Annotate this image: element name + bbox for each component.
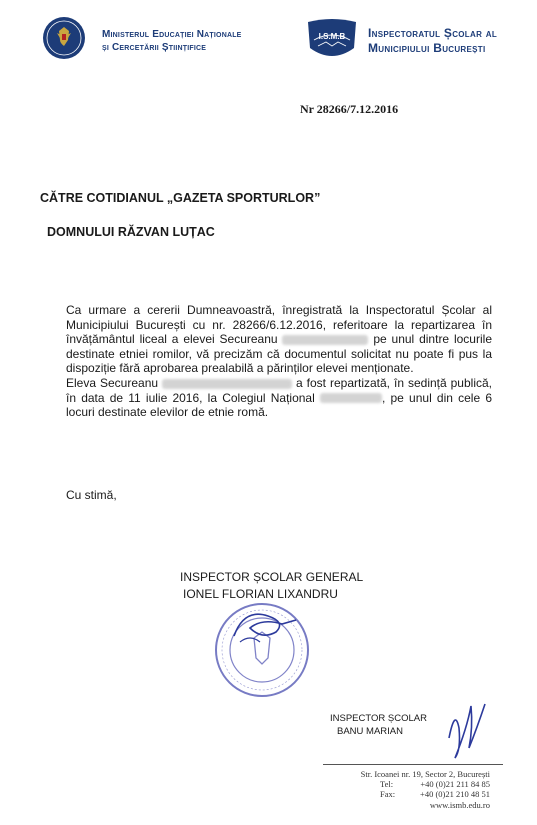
paragraph-2-part-b: a fost repartizată, în sedință publică, în data de 11 iulie 2016, la Colegiul Național bbox=[66, 375, 492, 405]
paragraph-2 bbox=[66, 376, 492, 420]
contact-address: Str. Icoanei nr. 19, Sector 2, București bbox=[360, 769, 490, 779]
redacted-school bbox=[320, 393, 382, 403]
closing: Cu stimă, bbox=[66, 488, 117, 502]
redacted-name bbox=[282, 335, 368, 345]
paragraph-1 bbox=[66, 303, 492, 376]
ministry-line-2: și Cercetării Științifice bbox=[102, 42, 207, 53]
second-signatory-block bbox=[330, 712, 427, 738]
ismb-name bbox=[368, 26, 497, 56]
redacted-name bbox=[162, 379, 292, 389]
ismb-line-1: Inspectoratul Școlar al bbox=[368, 26, 498, 40]
phone-label: Tel: bbox=[380, 779, 394, 790]
ismb-logo-icon bbox=[304, 18, 360, 62]
phone-value: +40 (0)21 211 84 85 bbox=[420, 779, 490, 790]
second-signatory-title: INSPECTOR ȘCOLAR bbox=[330, 713, 427, 724]
ismb-line-2: Municipiului București bbox=[368, 41, 486, 55]
ministry-name bbox=[102, 28, 242, 54]
contact-info bbox=[340, 769, 490, 810]
contact-website: www.ismb.edu.ro bbox=[429, 799, 490, 810]
reference-number: Nr 28266/7.12.2016 bbox=[300, 102, 399, 116]
ministry-line-1: Ministerul Educației Naționale bbox=[102, 29, 242, 40]
signatory-title: INSPECTOR ȘCOLAR GENERAL bbox=[180, 570, 364, 584]
paragraph-2-part-c: , pe unul din cele 6 locuri destinate elevilor de etnie romă. bbox=[66, 390, 492, 420]
fax-label: Fax: bbox=[380, 789, 396, 800]
paragraph-1-part-b: pe unul dintre locurile destinate etniei romilor, vă precizăm că documentul solicitat nu poate fi pus la dispoziție fără aprobarea prealabilă a părinților elevei menționate. bbox=[66, 332, 492, 376]
contact-fax bbox=[340, 789, 490, 799]
footer-divider bbox=[323, 764, 503, 765]
letter-body bbox=[66, 303, 492, 420]
second-signatory-name: BANU MARIAN bbox=[337, 726, 403, 737]
official-stamp-icon bbox=[210, 598, 314, 702]
addressee-line-2: DOMNULUI RĂZVAN LUȚAC bbox=[47, 225, 215, 239]
ismb-logo-text: I.S.M.B bbox=[318, 32, 346, 41]
contact-phone bbox=[340, 779, 490, 789]
handwritten-signature-icon bbox=[441, 698, 491, 768]
paragraph-2-part-a: Eleva Secureanu bbox=[66, 375, 159, 390]
fax-value: +40 (0)21 210 48 51 bbox=[420, 789, 490, 800]
paragraph-1-part-a: Ca urmare a cererii Dumneavoastră, înregistrată la Inspectoratul Școlar al Municipiului București cu nr. 28266/6.12.2016, referitoare la repartizarea în învățământul liceal a elevei Secureanu bbox=[66, 303, 492, 347]
signatory-name: IONEL FLORIAN LIXANDRU bbox=[183, 587, 338, 601]
addressee-line-1: CĂTRE COTIDIANUL „GAZETA SPORTURLOR” bbox=[40, 191, 321, 205]
romania-gov-crest-icon bbox=[42, 16, 86, 60]
